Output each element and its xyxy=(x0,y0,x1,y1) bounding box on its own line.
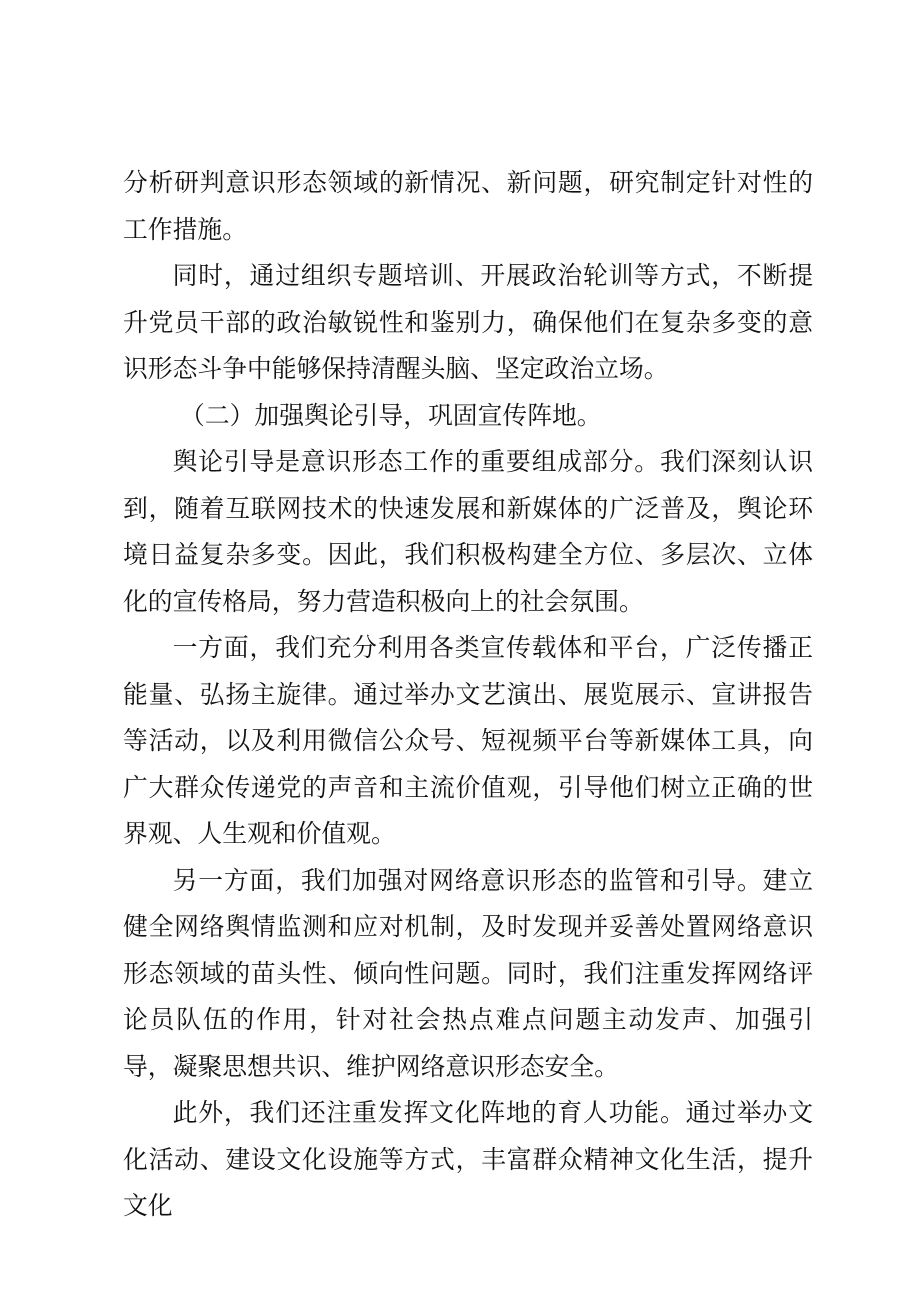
paragraph-culture: 此外，我们还注重发挥文化阵地的育人功能。通过举办文化活动、建设文化设施等方式，丰富群众精神文化生活，提升文化 xyxy=(123,1098,813,1220)
paragraph-other-hand: 另一方面，我们加强对网络意识形态的监管和引导。建立健全网络舆情监测和应对机制，及时发现并妥善处置网络意识形态领域的苗头性、倾向性问题。同时，我们注重发挥网络评论员队伍的作用，针对社会热点难点问题主动发声、加强引导，凝聚思想共识、维护网络意识形态安全。 xyxy=(123,865,813,1081)
paragraph-training: 同时，通过组织专题培训、开展政治轮训等方式，不断提升党员干部的政治敏锐性和鉴别力，确保他们在复杂多变的意识形态斗争中能够保持清醒头脑、坚定政治立场。 xyxy=(123,261,813,383)
document-body xyxy=(123,160,813,1230)
section-heading: （二）加强舆论引导，巩固宣传阵地。 xyxy=(180,400,602,430)
paragraph-continuation: 分析研判意识形态领域的新情况、新问题，研究制定针对性的工作措施。 xyxy=(123,168,813,244)
paragraph-one-hand: 一方面，我们充分利用各类宣传载体和平台，广泛传播正能量、弘扬主旋律。通过举办文艺演出、展览展示、宣讲报告等活动，以及利用微信公众号、短视频平台等新媒体工具，向广大群众传递党的声音和主流价值观，引导他们树立正确的世界观、人生观和价值观。 xyxy=(123,633,813,848)
paragraph-public-opinion: 舆论引导是意识形态工作的重要组成部分。我们深刻认识到，随着互联网技术的快速发展和新媒体的广泛普及，舆论环境日益复杂多变。因此，我们积极构建全方位、多层次、立体化的宣传格局，努力营造积极向上的社会氛围。 xyxy=(123,447,813,616)
